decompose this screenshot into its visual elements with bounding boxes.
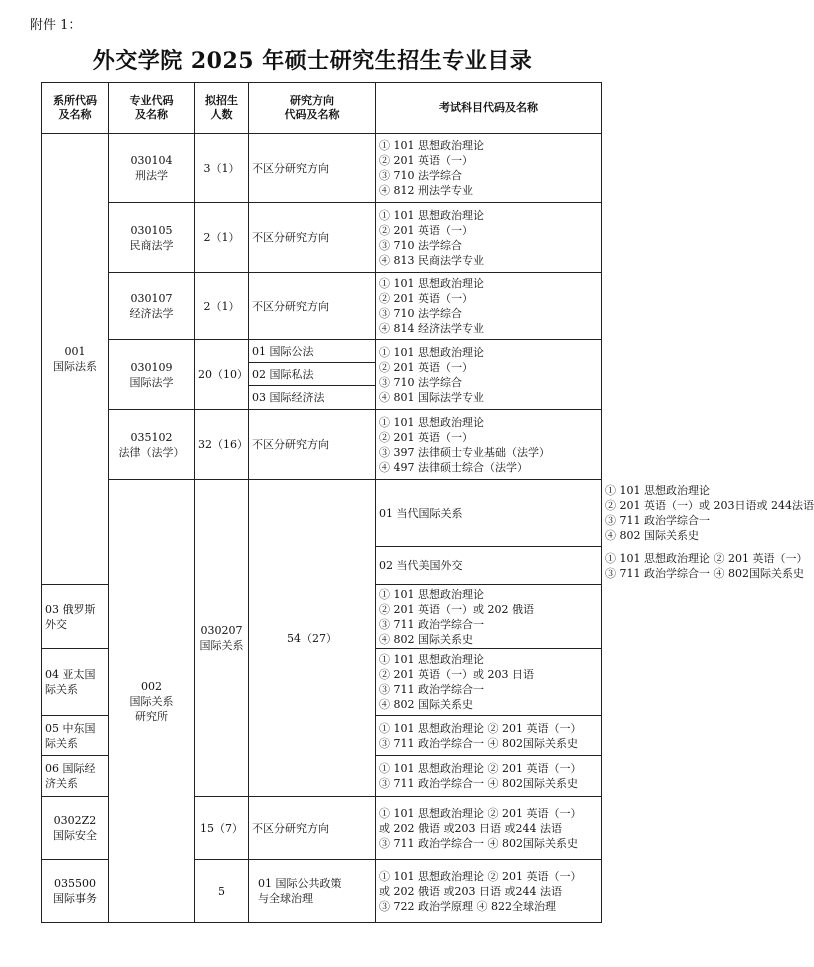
subjects-cell: ① 101 思想政治理论 ② 201 英语（一）或 203 日语 ③ 711 政治学综合一 ④ 802 国际关系史 xyxy=(376,649,602,716)
direction-cell: 03 国际经济法 xyxy=(249,386,376,410)
direction-cell: 不区分研究方向 xyxy=(249,203,376,273)
direction-cell: 01 国际公法 xyxy=(249,340,376,363)
subjects-cell: ① 101 思想政治理论 ② 201 英语（一）或 202 俄语 ③ 711 政治学综合一 ④ 802 国际关系史 xyxy=(376,585,602,649)
major-cell: 035500 国际事务 xyxy=(42,860,109,923)
major-cell: 030107 经济法学 xyxy=(109,273,195,340)
dept-cell: 002 国际关系 研究所 xyxy=(109,480,195,923)
subjects-cell: ① 101 思想政治理论 ② 201 英语（一） ③ 710 法学综合 ④ 812 刑法学专业 xyxy=(376,134,602,203)
table-row: 02 当代美国外交 ① 101 思想政治理论 ② 201 英语（一） ③ 711 政治学综合一 ④ 802国际关系史 xyxy=(42,547,602,585)
major-cell: 030105 民商法学 xyxy=(109,203,195,273)
direction-cell: 不区分研究方向 xyxy=(249,273,376,340)
header-major: 专业代码 及名称 xyxy=(109,83,195,134)
table-row xyxy=(42,410,602,480)
subjects-cell: ① 101 思想政治理论 ② 201 英语（一） 或 202 俄语 或203 日语 或244 法语 ③ 711 政治学综合一 ④ 802国际关系史 xyxy=(376,797,602,860)
quota-cell: 32（16） xyxy=(195,410,249,480)
table-row: 002 国际关系 研究所 030207 国际关系 54（27） 01 当代国际关系 ① 101 思想政治理论 ② 201 英语（一）或 203日语或 244法语 ③ 711 政治学综合一 ④ 802 国际关系史 xyxy=(42,480,602,547)
direction-cell: 03 俄罗斯外交 xyxy=(42,585,109,649)
subjects-cell: ① 101 思想政治理论 ② 201 英语（一） ③ 711 政治学综合一 ④ 802国际关系史 xyxy=(376,716,602,756)
subjects-cell: ① 101 思想政治理论 ② 201 英语（一） ③ 710 法学综合 ④ 813 民商法学专业 xyxy=(376,203,602,273)
quota-cell: 54（27） xyxy=(249,480,376,797)
quota-cell: 3（1） xyxy=(195,134,249,203)
header-direction: 研究方向 代码及名称 xyxy=(249,83,376,134)
table-row xyxy=(42,273,602,340)
quota-cell: 20（10） xyxy=(195,340,249,410)
subjects-cell: ① 101 思想政治理论 ② 201 英语（一） ③ 710 法学综合 ④ 814 经济法学专业 xyxy=(376,273,602,340)
major-cell: 030207 国际关系 xyxy=(195,480,249,797)
header-dept: 系所代码 及名称 xyxy=(42,83,109,134)
subjects-cell: ① 101 思想政治理论 ② 201 英语（一） ③ 711 政治学综合一 ④ 802国际关系史 xyxy=(376,756,602,797)
annex-label: 附件 1： xyxy=(30,18,82,33)
quota-cell: 2（1） xyxy=(195,273,249,340)
subjects-cell: ① 101 思想政治理论 ② 201 英语（一） ③ 397 法律硕士专业基础（法学） ④ 497 法律硕士综合（法学） xyxy=(376,410,602,480)
catalog-table xyxy=(41,82,814,923)
direction-cell: 不区分研究方向 xyxy=(249,134,376,203)
direction-cell: 05 中东国际关系 xyxy=(42,716,109,756)
subjects-cell: ① 101 思想政治理论 ② 201 英语（一） ③ 710 法学综合 ④ 801 国际法学专业 xyxy=(376,340,602,410)
direction-cell: 02 国际私法 xyxy=(249,363,376,386)
major-cell: 030104 刑法学 xyxy=(109,134,195,203)
major-cell: 030109 国际法学 xyxy=(109,340,195,410)
direction-cell: 01 当代国际关系 xyxy=(376,480,602,547)
subjects-cell: ① 101 思想政治理论 ② 201 英语（一） 或 202 俄语 或203 日语 或244 法语 ③ 722 政治学原理 ④ 822全球治理 xyxy=(376,860,602,923)
header-quota: 拟招生 人数 xyxy=(195,83,249,134)
table-row xyxy=(42,203,602,273)
header-row xyxy=(42,83,602,134)
quota-cell: 2（1） xyxy=(195,203,249,273)
quota-cell: 5 xyxy=(195,860,249,923)
header-subjects: 考试科目代码及名称 xyxy=(376,83,602,134)
quota-cell: 15（7） xyxy=(195,797,249,860)
direction-cell: 不区分研究方向 xyxy=(249,410,376,480)
direction-cell: 01 国际公共政策 与全球治理 xyxy=(249,860,376,923)
table-row xyxy=(42,340,602,363)
page-title: 外交学院 2025 年硕士研究生招生专业目录 xyxy=(92,48,533,74)
table-row xyxy=(42,134,602,203)
direction-cell: 06 国际经济关系 xyxy=(42,756,109,797)
dept-cell: 001 国际法系 xyxy=(42,134,109,585)
major-cell: 0302Z2 国际安全 xyxy=(42,797,109,860)
direction-cell: 02 当代美国外交 xyxy=(376,547,602,585)
major-cell: 035102 法律（法学） xyxy=(109,410,195,480)
direction-cell: 04 亚太国际关系 xyxy=(42,649,109,716)
direction-cell: 不区分研究方向 xyxy=(249,797,376,860)
